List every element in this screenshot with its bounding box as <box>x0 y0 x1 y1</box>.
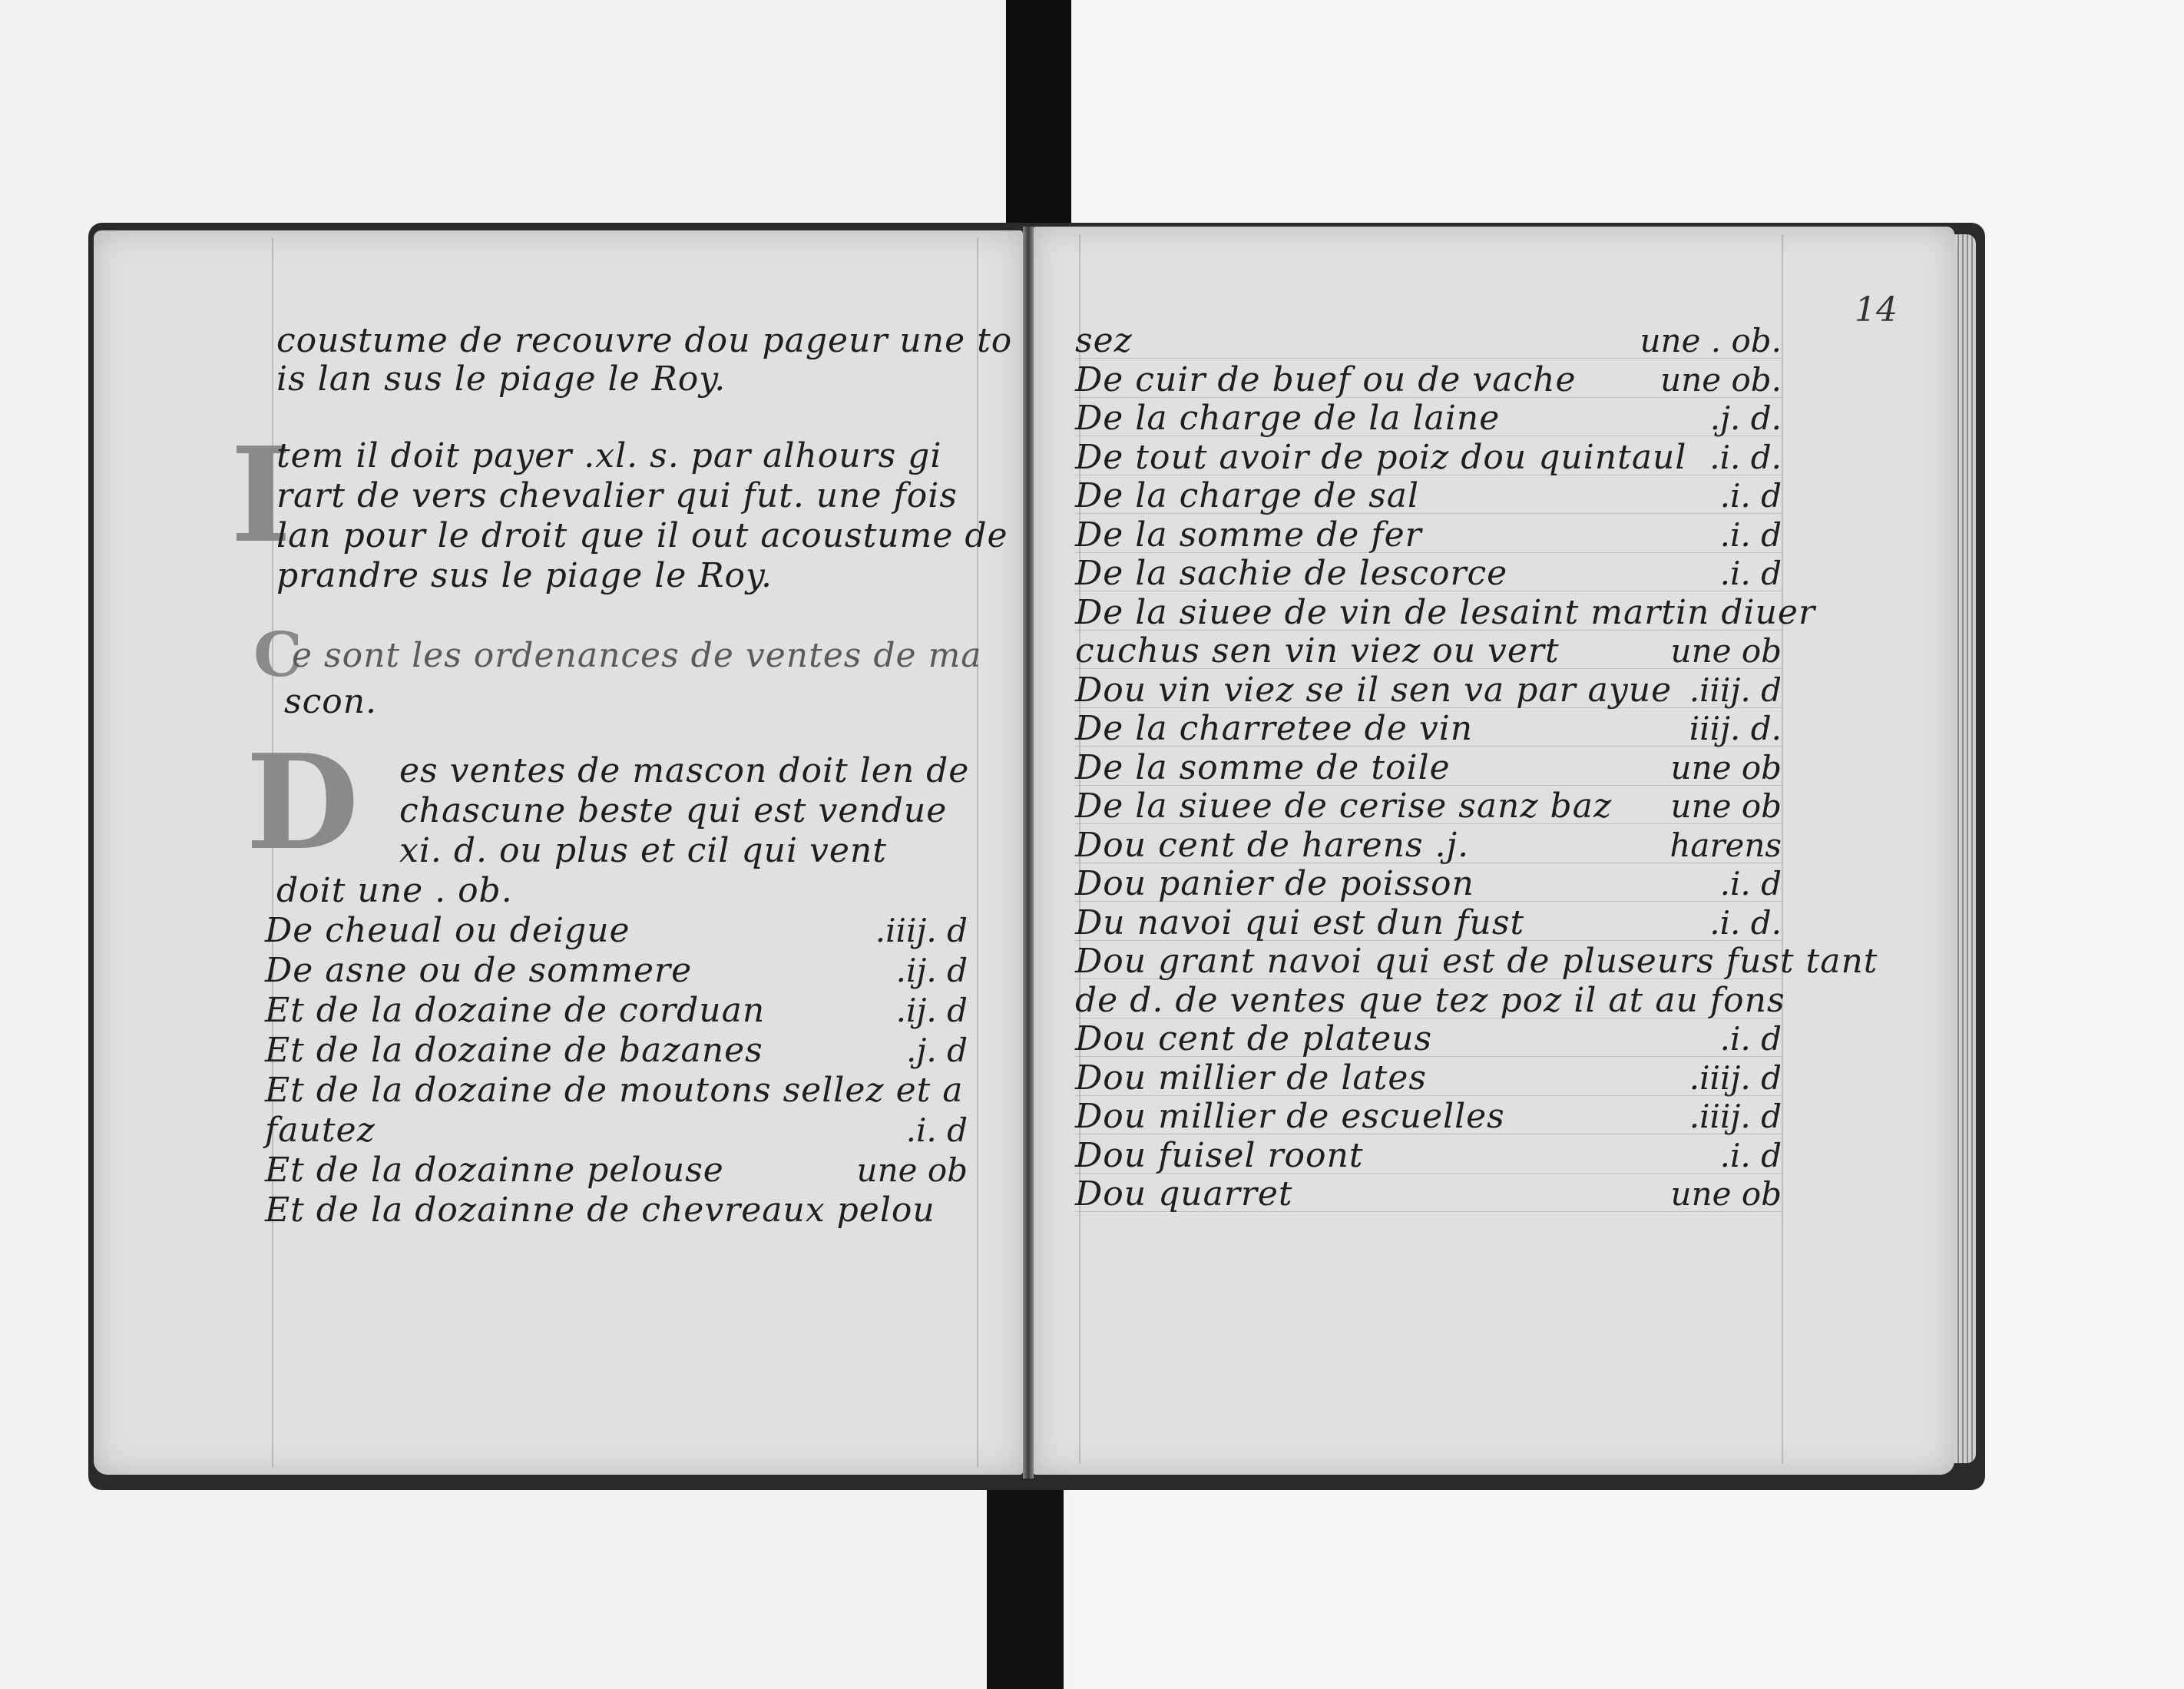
entry-text: De la charge de la laine <box>1075 399 1501 438</box>
entry-amount: .i. d <box>1719 516 1782 554</box>
text-line: doit une . ob. <box>276 871 513 910</box>
decorated-initial: D <box>246 726 359 879</box>
entry-amount: .iiij. d <box>1689 1098 1782 1135</box>
text-line: es ventes de mascon doit len de <box>399 751 970 790</box>
ruling-line <box>1075 823 1782 824</box>
ruling-line <box>1075 358 1782 359</box>
text-line: is lan sus le piage le Roy. <box>276 359 726 399</box>
page-edges <box>1954 234 1976 1463</box>
entry-text: De la charge de sal <box>1075 476 1420 515</box>
entry-text: Et de la dozainne de chevreaux pelou <box>265 1191 935 1230</box>
entry-text: Et de la dozaine de corduan <box>265 991 766 1030</box>
entry-amount: une ob. <box>1660 361 1782 399</box>
entry-amount: .iiij. d <box>1689 1059 1782 1097</box>
ruling-line <box>1075 746 1782 747</box>
entry-text: De asne ou de sommere <box>265 951 693 990</box>
ruling-line <box>1075 1173 1782 1174</box>
entry-amount: .i. d <box>1719 477 1782 515</box>
ruling-line <box>1075 1095 1782 1096</box>
heading-line: scon. <box>284 682 378 721</box>
ruling-line <box>1782 234 1783 1463</box>
ruling-line <box>1075 707 1782 708</box>
entry-text: Dou panier de poisson <box>1075 864 1474 903</box>
entry-text: Dou cent de harens .j. <box>1075 826 1470 865</box>
entry-text: Dou vin viez se il sen va par ayue <box>1075 671 1673 710</box>
entry-text: Dou grant navoi qui est de pluseurs fust tant <box>1075 942 1878 981</box>
ruling-line <box>1075 552 1782 553</box>
entry-text: De la sachie de lescorce <box>1075 554 1508 593</box>
entry-text: de d. de ventes que tez poz il at au fons <box>1075 981 1785 1020</box>
entry-text: De la siuee de cerise sanz baz <box>1075 787 1613 826</box>
entry-amount: .j. d. <box>1709 399 1782 437</box>
entry-text: sez <box>1075 321 1133 360</box>
entry-amount: .i. d <box>905 1111 968 1149</box>
entry-text: De la charretee de vin <box>1075 709 1474 748</box>
text-line: chascune beste qui est vendue <box>399 791 948 830</box>
ruling-line <box>1075 397 1782 398</box>
text-line: prandre sus le piage le Roy. <box>276 556 773 595</box>
entry-text: Dou cent de plateus <box>1075 1019 1433 1058</box>
entry-amount: .ij. d <box>895 992 968 1029</box>
entry-text: Du navoi qui est dun fust <box>1075 903 1525 942</box>
entry-text: Et de la dozainne pelouse <box>265 1151 724 1190</box>
heading-line: e sont les ordenances de ventes de ma <box>292 636 982 675</box>
text-line: coustume de recouvre dou pageur une to <box>276 321 1013 360</box>
entry-text: De la siuee de vin de lesaint martin diuer <box>1075 593 1816 632</box>
entry-amount: .ij. d <box>895 952 968 989</box>
entry-amount: une ob <box>1670 632 1782 670</box>
ruling-line <box>1075 785 1782 786</box>
entry-text: Et de la dozaine de bazanes <box>265 1031 763 1070</box>
entry-text: Dou fuisel roont <box>1075 1136 1364 1175</box>
entry-amount: une ob <box>856 1151 968 1189</box>
ruling-line <box>1075 940 1782 941</box>
entry-amount: .iiij. d <box>1689 671 1782 709</box>
ruling-line <box>1075 1211 1782 1212</box>
entry-text: Dou millier de lates <box>1075 1058 1427 1098</box>
entry-amount: .iiij. d <box>875 912 968 949</box>
ruling-line <box>1075 435 1782 436</box>
book-spine <box>1023 227 1034 1479</box>
gutter-shadow-top <box>1006 0 1071 230</box>
decorated-initial: I <box>230 419 292 572</box>
text-line: rart de vers chevalier qui fut. une fois <box>276 476 958 515</box>
entry-amount: une ob <box>1670 787 1782 825</box>
entry-text: Dou millier de escuelles <box>1075 1097 1505 1136</box>
text-line: tem il doit payer .xl. s. par alhours gi <box>276 436 942 475</box>
entry-amount: .i. d <box>1719 865 1782 902</box>
ruling-line <box>977 238 978 1467</box>
entry-text: De la somme de fer <box>1075 515 1422 555</box>
entry-amount: .i. d. <box>1709 439 1782 476</box>
entry-text: Dou quarret <box>1075 1174 1293 1214</box>
ruling-line <box>1075 901 1782 902</box>
entry-text: De cheual ou deigue <box>265 911 630 950</box>
ruling-line <box>1075 1056 1782 1057</box>
text-line: lan pour le droit que il out acoustume de <box>276 516 1008 555</box>
entry-text: De tout avoir de poiz dou quintaul <box>1075 438 1687 477</box>
ruling-line <box>1075 668 1782 669</box>
entry-amount: .i. d. <box>1709 904 1782 942</box>
entry-text: cuchus sen vin viez ou vert <box>1075 631 1560 671</box>
entry-amount: harens <box>1669 826 1782 864</box>
entry-text: Et de la dozaine de moutons sellez et a <box>265 1071 964 1110</box>
entry-amount: iiij. d. <box>1689 710 1782 747</box>
entry-amount: une . ob. <box>1640 322 1782 359</box>
ruling-line <box>1075 513 1782 514</box>
folio-number: 14 <box>1855 290 1898 330</box>
entry-amount: une ob <box>1670 749 1782 787</box>
decorated-initial: C <box>253 618 303 691</box>
entry-amount: .i. d <box>1719 1137 1782 1174</box>
entry-amount: une ob <box>1670 1175 1782 1213</box>
entry-text: De cuir de buef ou de vache <box>1075 360 1577 399</box>
ruling-line <box>1075 630 1782 631</box>
text-line: xi. d. ou plus et cil qui vent <box>399 831 887 870</box>
entry-amount: .i. d <box>1719 555 1782 592</box>
entry-amount: .i. d <box>1719 1020 1782 1058</box>
entry-text: fautez <box>265 1111 376 1150</box>
entry-amount: .j. d <box>906 1032 968 1069</box>
entry-text: De la somme de toile <box>1075 748 1451 787</box>
